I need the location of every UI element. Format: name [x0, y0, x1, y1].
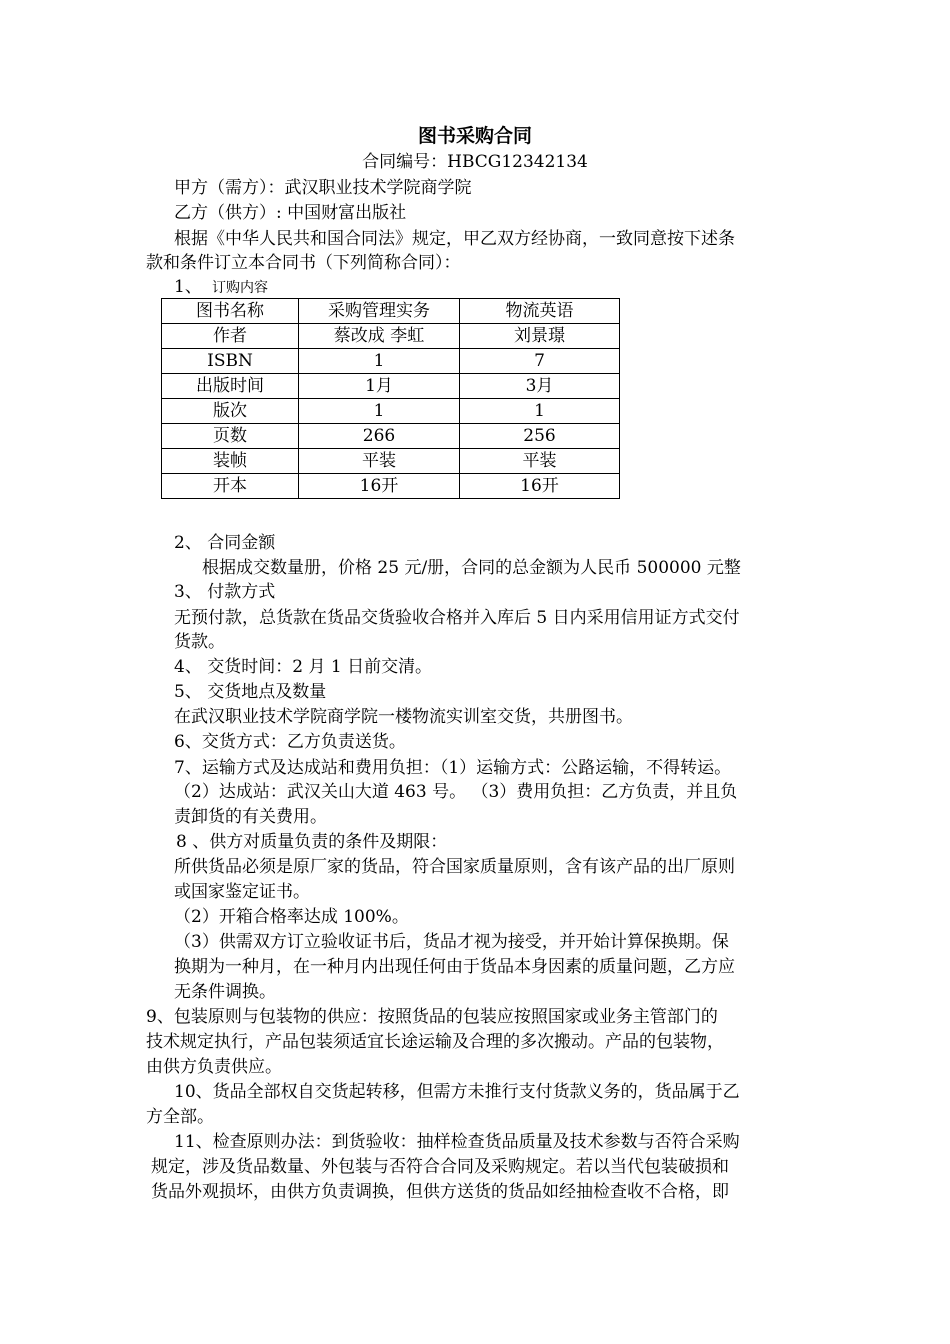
section-8-heading: 8 、供方对质量负责的条件及期限： — [176, 832, 448, 852]
table-cell: 版次 — [162, 399, 299, 424]
table-cell: 图书名称 — [162, 299, 299, 324]
table-cell: 物流英语 — [460, 299, 620, 324]
section-3-body-1: 无预付款，总货款在货品交货验收合格并入库后 5 日内采用信用证方式交付 — [174, 608, 740, 628]
contract-number: 合同编号：HBCG12342134 — [362, 152, 588, 172]
section-11-line-3: 货品外观损坏，由供方负责调换，但供方送货的货品如经抽检查收不合格，即 — [151, 1182, 729, 1202]
table-row — [162, 399, 620, 424]
section-6-heading: 6、交货方式：乙方负责送货。 — [174, 732, 406, 752]
section-7-line-1: 7、运输方式及达成站和费用负担：（1）运输方式：公路运输，不得转运。 — [174, 758, 732, 778]
section-7-line-2: （2）达成站：武汉关山大道 463 号。 （3）费用负担：乙方负责，并且负 — [174, 782, 738, 802]
section-8-line-4: （3）供需双方订立验收证书后，货品才视为接受，并开始计算保换期。保 — [174, 932, 729, 952]
table-row — [162, 299, 620, 324]
table-row — [162, 474, 620, 499]
table-cell: 采购管理实务 — [299, 299, 460, 324]
table-cell: 作者 — [162, 324, 299, 349]
table-cell: 1月 — [299, 374, 460, 399]
party-a: 甲方（需方）：武汉职业技术学院商学院 — [174, 178, 472, 198]
section-10-line-2: 方全部。 — [146, 1107, 214, 1127]
section-4-heading: 4、 交货时间：2 月 1 日前交清。 — [174, 657, 433, 677]
table-cell: 出版时间 — [162, 374, 299, 399]
section-2-heading: 2、 合同金额 — [174, 533, 276, 553]
table-cell: 3月 — [460, 374, 620, 399]
table-row — [162, 324, 620, 349]
table-row — [162, 424, 620, 449]
table-row — [162, 449, 620, 474]
section-11-line-1: 11、检查原则办法：到货验收：抽样检查货品质量及技术参数与否符合采购 — [174, 1132, 740, 1152]
section-3-heading: 3、 付款方式 — [174, 582, 276, 602]
section-8-line-1: 所供货品必须是原厂家的货品，符合国家质量原则，含有该产品的出厂原则 — [174, 857, 735, 877]
intro-line-2: 款和条件订立本合同书（下列简称合同）： — [146, 253, 461, 273]
section-8-line-6: 无条件调换。 — [174, 982, 276, 1002]
table-cell: 16开 — [460, 474, 620, 499]
section-11-line-2: 规定，涉及货品数量、外包装与否符合合同及采购规定。若以当代包装破损和 — [151, 1157, 729, 1177]
section-1-title: 订购内容 — [212, 280, 268, 296]
table-cell: 平装 — [299, 449, 460, 474]
section-8-line-5: 换期为一种月，在一种月内出现任何由于货品本身因素的质量问题，乙方应 — [174, 957, 735, 977]
order-table — [161, 298, 620, 499]
table-cell: 7 — [460, 349, 620, 374]
party-b: 乙方（供方）: 中国财富出版社 — [174, 203, 407, 223]
section-5-body: 在武汉职业技术学院商学院一楼物流实训室交货，共册图书。 — [174, 707, 633, 727]
table-cell: 页数 — [162, 424, 299, 449]
table-cell: 1 — [299, 399, 460, 424]
section-3-body-2: 货款。 — [174, 632, 225, 652]
table-cell: 刘景璟 — [460, 324, 620, 349]
document-title: 图书采购合同 — [417, 125, 532, 147]
table-cell: 16开 — [299, 474, 460, 499]
table-cell: 平装 — [460, 449, 620, 474]
table-cell: 装帧 — [162, 449, 299, 474]
section-10-line-1: 10、货品全部权自交货起转移，但需方未推行支付货款义务的，货品属于乙 — [174, 1082, 740, 1102]
table-cell: 开本 — [162, 474, 299, 499]
table-cell: 266 — [299, 424, 460, 449]
section-7-line-3: 责卸货的有关费用。 — [174, 807, 327, 827]
table-cell: 1 — [460, 399, 620, 424]
intro-line-1: 根据《中华人民共和国合同法》规定，甲乙双方经协商，一致同意按下述条 — [174, 229, 735, 249]
section-2-body: 根据成交数量册，价格 25 元/册，合同的总金额为人民币 500000 元整 — [202, 558, 741, 578]
section-8-line-2: 或国家鉴定证书。 — [174, 882, 310, 902]
table-cell: ISBN — [162, 349, 299, 374]
section-8-line-3: （2）开箱合格率达成 100%。 — [174, 907, 409, 927]
section-9-line-2: 技术规定执行，产品包装须适宜长途运输及合理的多次搬动。产品的包装物， — [146, 1032, 724, 1052]
table-row — [162, 374, 620, 399]
section-5-heading: 5、 交货地点及数量 — [174, 682, 327, 702]
table-cell: 蔡改成 李虹 — [299, 324, 460, 349]
table-cell: 1 — [299, 349, 460, 374]
section-1-number: 1、 — [174, 277, 202, 297]
section-9-line-1: 9、包装原则与包装物的供应：按照货品的包装应按照国家或业务主管部门的 — [146, 1007, 718, 1027]
section-9-line-3: 由供方负责供应。 — [146, 1057, 282, 1077]
table-row — [162, 349, 620, 374]
table-cell: 256 — [460, 424, 620, 449]
